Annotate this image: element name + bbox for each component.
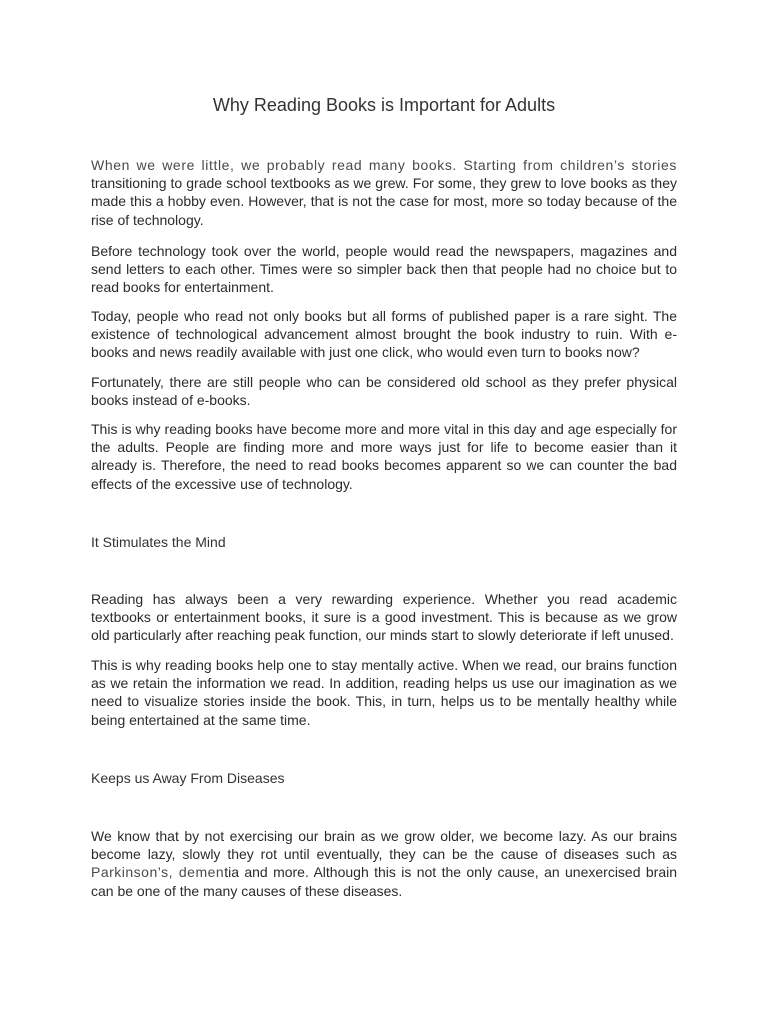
paragraph-fortunately: Fortunately, there are still people who can be considered old school as they prefer physical books instead of e-books. [91,374,677,409]
paragraph-diseases [91,827,677,900]
diseases-part-1: We know that by not exercising our brain as we grow older, we become lazy. As our brains become lazy, slowly they rot until eventually, they can be the cause of diseases such as [91,828,677,863]
paragraph-before-technology: Before technology took over the world, people would read the newspapers, magazines and send letters to each other. Times were so simpler back then that people had no choice but to read books for entertainment. [91,243,677,296]
section-heading-away-from-diseases: Keeps us Away From Diseases [91,770,285,786]
section-heading-stimulates-mind: It Stimulates the Mind [91,534,226,550]
paragraph-this-is-why: This is why reading books have become more and more vital in this day and age especially for the adults. People are finding more and more ways just for life to become easier than it already is. Therefore, the need to read books becomes apparent so we can counter the bad effects of the excessive use of technology. [91,421,677,492]
paragraph-rewarding-experience: Reading has always been a very rewarding experience. Whether you read academic textbooks or entertainment books, it sure is a good investment. This is because as we grow old particularly after reaching peak function, our minds start to slowly deteriorate if left unused. [91,591,677,644]
paragraph-today: Today, people who read not only books but all forms of published paper is a rare sight. The existence of technological advancement almost brought the book industry to ruin. With e-books and news readily available with just one click, who would even turn to books now? [91,308,677,361]
intro-lead-in: When we were little, we probably read many books. Starting from children’s stories [91,157,677,173]
document-title: Why Reading Books is Important for Adults [212,95,556,115]
diseases-part-2: tia and more. Although this is not the only cause, an unexercised brain can be one of the many causes of these diseases. [91,864,678,899]
intro-paragraph [91,156,677,229]
diseases-alt-font-run: Parkinson’s, demen [91,864,225,881]
intro-rest: transitioning to grade school textbooks as we grew. For some, they grew to love books as they made this a hobby even. However, that is not the case for most, more so today because of the rise of technology. [91,175,677,228]
paragraph-mentally-active: This is why reading books help one to stay mentally active. When we read, our brains function as we retain the information we read. In addition, reading helps us use our imagination as we need to visualize stories inside the book. This, in turn, helps us to be mentally healthy while being entertained at the same time. [91,657,677,728]
